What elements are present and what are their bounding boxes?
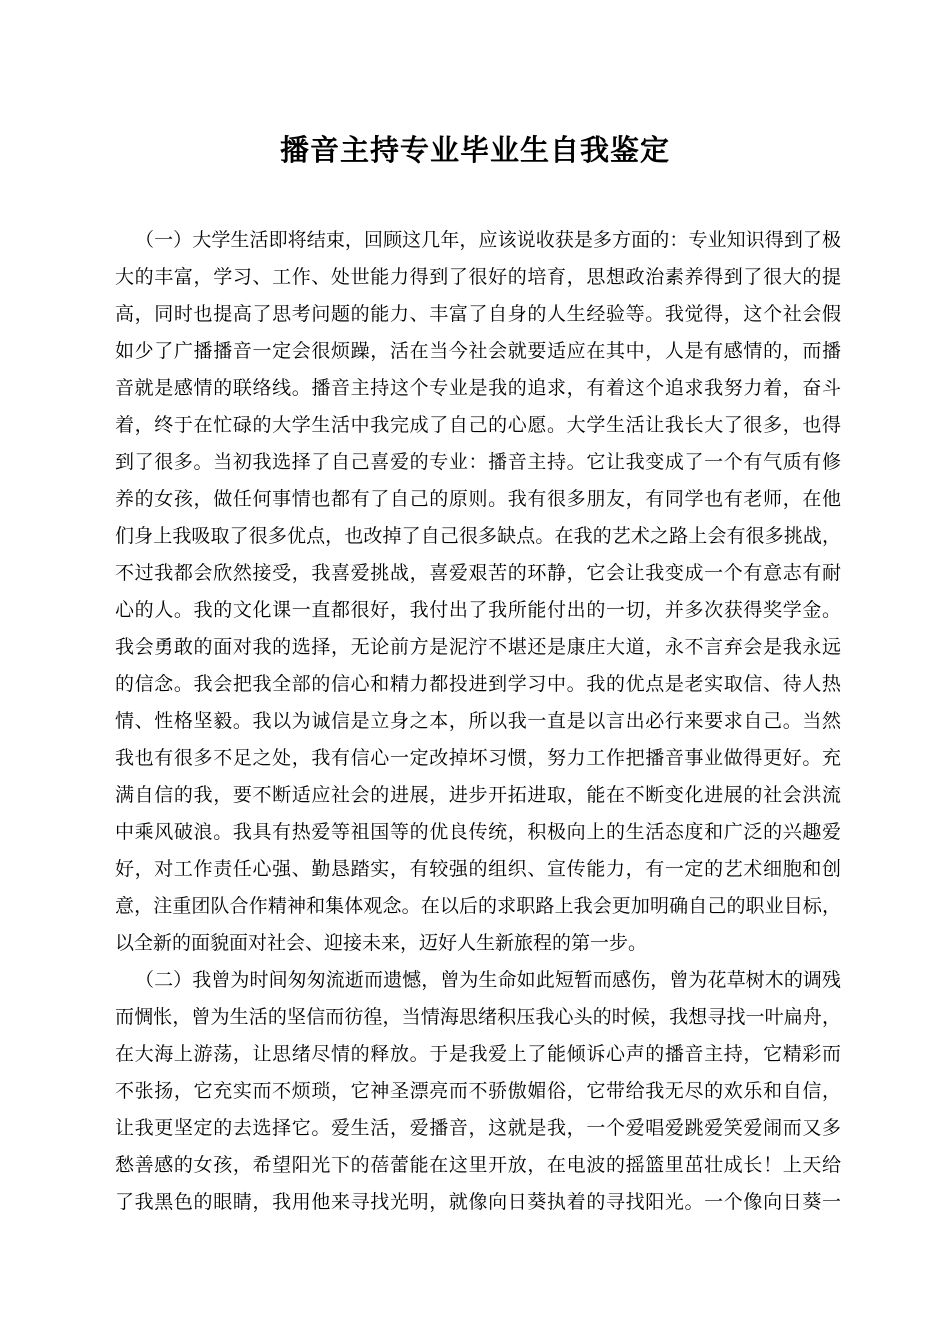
- document-body: [115, 222, 841, 1221]
- text-line: 以全新的面貌面对社会、迎接未来，迈好人生新旅程的第一步。: [115, 932, 648, 954]
- text-line: 如少了广播播音一定会很烦躁，活在当今社会就要适应在其中，人是有感情的，而播: [115, 340, 841, 362]
- text-line: 情、性格坚毅。我以为诚信是立身之本，所以我一直是以言出必行来要求自己。当然: [115, 710, 841, 732]
- text-line: 们身上我吸取了很多优点，也改掉了自己很多缺点。在我的艺术之路上会有很多挑战，: [115, 525, 841, 547]
- text-line: 好，对工作责任心强、勤恳踏实，有较强的组织、宣传能力，有一定的艺术细胞和创: [115, 858, 841, 880]
- text-line: 着，终于在忙碌的大学生活中我完成了自己的心愿。大学生活让我长大了很多，也得: [115, 414, 841, 436]
- text-line: 我也有很多不足之处，我有信心一定改掉坏习惯，努力工作把播音事业做得更好。充: [115, 747, 841, 769]
- text-line: 愁善感的女孩，希望阳光下的蓓蕾能在这里开放，在电波的摇篮里茁壮成长！上天给: [115, 1154, 841, 1176]
- text-line: 而惆怅，曾为生活的坚信而彷徨，当情海思绪积压我心头的时候，我想寻找一叶扁舟，: [115, 1006, 841, 1028]
- text-line: 不张扬，它充实而不烦琐，它神圣漂亮而不骄傲媚俗，它带给我无尽的欢乐和自信，: [115, 1080, 841, 1102]
- page-title: 播音主持专业毕业生自我鉴定: [279, 133, 670, 167]
- text-line: 心的人。我的文化课一直都很好，我付出了我所能付出的一切，并多次获得奖学金。: [115, 599, 841, 621]
- text-line: 音就是感情的联络线。播音主持这个专业是我的追求，有着这个追求我努力着，奋斗: [115, 377, 841, 399]
- text-line: （一）大学生活即将结束，回顾这几年，应该说收获是多方面的：专业知识得到了极: [135, 229, 841, 251]
- paragraph-2: [115, 962, 841, 1221]
- text-line: 让我更坚定的去选择它。爱生活，爱播音，这就是我，一个爱唱爱跳爱笑爱闹而又多: [115, 1117, 841, 1139]
- text-line: 我会勇敢的面对我的选择，无论前方是泥泞不堪还是康庄大道，永不言弃会是我永远: [115, 636, 841, 658]
- text-line: 大的丰富，学习、工作、处世能力得到了很好的培育，思想政治素养得到了很大的提: [115, 266, 841, 288]
- text-line: 高，同时也提高了思考问题的能力、丰富了自身的人生经验等。我觉得，这个社会假: [115, 303, 841, 325]
- text-line: （二）我曾为时间匆匆流逝而遗憾，曾为生命如此短暂而感伤，曾为花草树木的调残: [135, 969, 841, 991]
- text-line: 不过我都会欣然接受，我喜爱挑战，喜爱艰苦的环静，它会让我变成一个有意志有耐: [115, 562, 841, 584]
- text-line: 意，注重团队合作精神和集体观念。在以后的求职路上我会更加明确自己的职业目标，: [115, 895, 841, 917]
- text-line: 满自信的我，要不断适应社会的进展，进步开拓进取，能在不断变化进展的社会洪流: [115, 784, 841, 806]
- text-line: 的信念。我会把我全部的信心和精力都投进到学习中。我的优点是老实取信、待人热: [115, 673, 841, 695]
- text-line: 到了很多。当初我选择了自己喜爱的专业：播音主持。它让我变成了一个有气质有修: [115, 451, 841, 473]
- text-line: 中乘风破浪。我具有热爱等祖国等的优良传统，积极向上的生活态度和广泛的兴趣爱: [115, 821, 841, 843]
- paragraph-1: [115, 222, 841, 962]
- text-line: 了我黑色的眼睛，我用他来寻找光明，就像向日葵执着的寻找阳光。一个像向日葵一: [115, 1191, 841, 1213]
- text-line: 在大海上游荡，让思绪尽情的释放。于是我爱上了能倾诉心声的播音主持，它精彩而: [115, 1043, 841, 1065]
- text-line: 养的女孩，做任何事情也都有了自己的原则。我有很多朋友，有同学也有老师，在他: [115, 488, 841, 510]
